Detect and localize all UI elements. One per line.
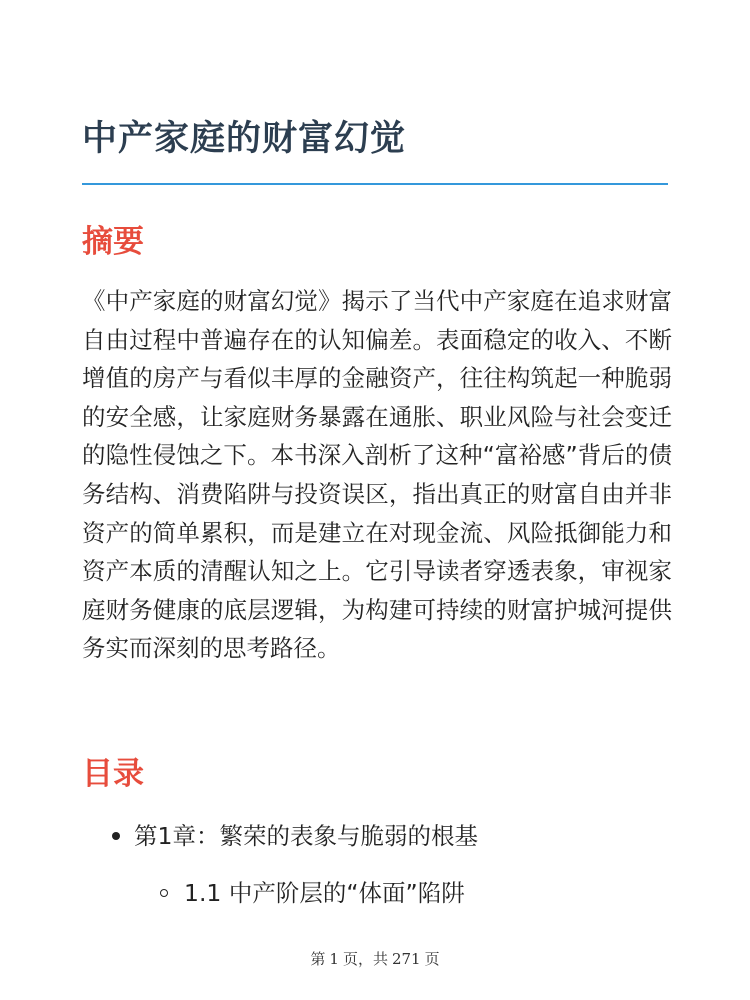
toc-item-label: 1.1 中产阶层的“体面”陷阱 bbox=[184, 879, 465, 907]
abstract-paragraph: 《中产家庭的财富幻觉》揭示了当代中产家庭在追求财富自由过程中普遍存在的认知偏差。表面稳定的收入、不断增值的房产与看似丰厚的金融资产，往往构筑起一种脆弱的安全感，让家庭财务暴露在通胀、职业风险与社会变迁的隐性侵蚀之下。本书深入剖析了这种“富裕感”背后的债务结构、消费陷阱与投资误区，指出真正的财富自由并非资产的简单累积，而是建立在对现金流、风险抵御能力和资产本质的清醒认知之上。它引导读者穿透表象，审视家庭财务健康的底层逻辑，为构建可持续的财富护城河提供务实而深刻的思考路径。 bbox=[82, 287, 672, 663]
page-footer bbox=[0, 948, 750, 969]
bullet-disc-icon bbox=[112, 832, 120, 840]
footer-suffix: 页 bbox=[424, 950, 440, 968]
footer-total-pages: 271 bbox=[391, 950, 421, 968]
bullet-circle-icon bbox=[160, 889, 168, 897]
document-title: 中产家庭的财富幻觉 bbox=[82, 119, 407, 159]
toc-item-label: 第1章：繁荣的表象与脆弱的根基 bbox=[134, 822, 478, 850]
footer-middle: 页，共 bbox=[342, 950, 388, 968]
toc-item-chapter-1[interactable] bbox=[112, 819, 478, 853]
toc-item-section-1-1[interactable] bbox=[160, 876, 465, 910]
abstract-heading: 摘要 bbox=[82, 224, 144, 260]
footer-current-page: 1 bbox=[329, 950, 339, 968]
title-divider bbox=[82, 183, 668, 185]
toc-heading: 目录 bbox=[82, 756, 144, 792]
footer-prefix: 第 bbox=[310, 950, 326, 968]
